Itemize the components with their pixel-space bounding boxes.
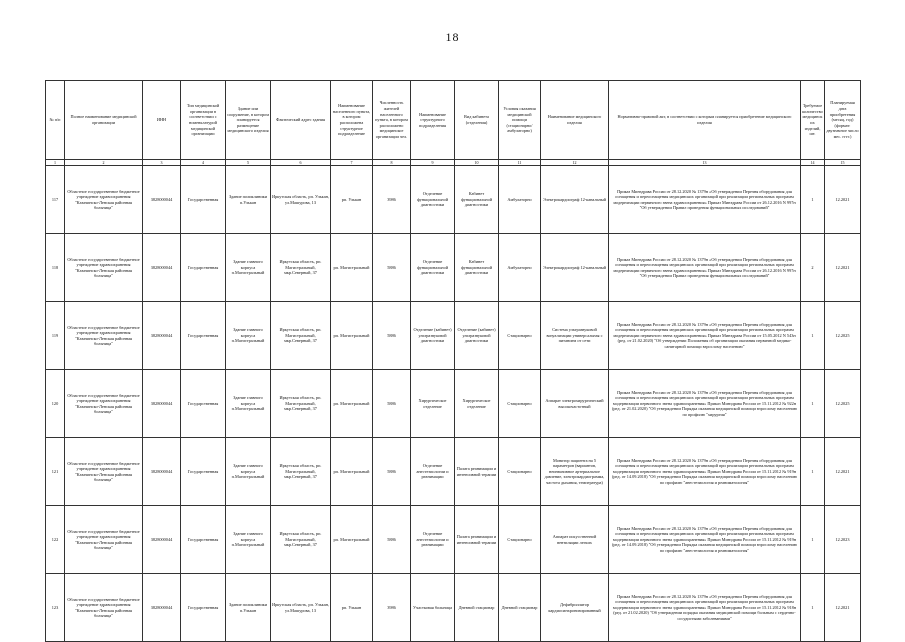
column-number: 15 bbox=[825, 160, 861, 166]
cabinet-cell: Кабинет функциональной диагностики bbox=[455, 166, 499, 234]
population-cell: 5886 bbox=[373, 302, 411, 370]
header-cell: Вид кабинета (отделения) bbox=[455, 81, 499, 160]
header-cell: Требуемое количество медицинских изделий, шт. bbox=[801, 81, 825, 160]
unit-cell: Отделение анестезиологии и реанимации bbox=[411, 506, 455, 574]
settlement-cell: рп. Магистральный bbox=[331, 234, 373, 302]
organization-cell: Областное государственное бюджетное учреждение здравоохранения "Казачинско-Ленская районная больница" bbox=[65, 302, 143, 370]
column-number: 11 bbox=[499, 160, 541, 166]
header-cell: Наименование структурного подразделения bbox=[411, 81, 455, 160]
table-row bbox=[46, 506, 861, 574]
legal-act-cell: Приказ Минздрава России от 28.12.2020 № 1379н «Об утверждении Перечня оборудования для оснащения и переоснащения медицинских организаций при реализации региональных программ модернизации первичного звена здравоохранения» Приказ Минздрава России от 15.11.2012 № 918н (ред. от 21.02.2020) "Об утверждении порядка оказания медицинской помощи больным с сердечно-сосудистыми заболеваниями" bbox=[609, 574, 801, 642]
building-cell: Здание поликлиники п.Улькан bbox=[226, 166, 271, 234]
address-cell: Иркутская область, рп. Улькан, ул.Машурова, 13 bbox=[271, 574, 331, 642]
quantity-cell: 1 bbox=[801, 574, 825, 642]
row-number-cell: 121 bbox=[46, 438, 65, 506]
cabinet-cell: Палата реанимации и интенсивной терапии bbox=[455, 506, 499, 574]
legal-act-cell: Приказ Минздрава России от 28.12.2020 № 1379н «Об утверждении Перечня оборудования для оснащения и переоснащения медицинских организаций при реализации региональных программ модернизации первичного звена здравоохранения» Приказ Минздрава России от 26.12.2016 N 997н "Об утверждении Правил проведения функциональных исследований" bbox=[609, 166, 801, 234]
legal-act-cell: Приказ Минздрава России от 28.12.2020 № 1379н «Об утверждении Перечня оборудования для оснащения и переоснащения медицинских организаций при реализации региональных программ модернизации первичного звена здравоохранения» Приказ Минздрава России от 15.11.2012 № 919н (ред. от 14.09.2018) "Об утверждении Порядка оказания медицинской помощи взрослому населению по профилю "анестезиология и реаниматология" bbox=[609, 438, 801, 506]
column-number: 10 bbox=[455, 160, 499, 166]
quantity-cell: 1 bbox=[801, 302, 825, 370]
row-number-cell: 122 bbox=[46, 506, 65, 574]
organization-cell: Областное государственное бюджетное учреждение здравоохранения "Казачинско-Ленская районная больница" bbox=[65, 166, 143, 234]
conditions-cell: Амбулаторно bbox=[499, 234, 541, 302]
inn-cell: 3828000044 bbox=[143, 506, 181, 574]
address-cell: Иркутская область, рп. Улькан, ул.Машурова, 13 bbox=[271, 166, 331, 234]
quantity-cell: 1 bbox=[801, 506, 825, 574]
cabinet-cell: Дневной стационар bbox=[455, 574, 499, 642]
device-cell: Электрокардиограф 12-канальный bbox=[541, 166, 609, 234]
org-type-cell: Государственная bbox=[181, 302, 226, 370]
building-cell: Здание главного корпуса п.Магистральный bbox=[226, 506, 271, 574]
page-number: 18 bbox=[445, 30, 460, 44]
column-number: 5 bbox=[226, 160, 271, 166]
org-type-cell: Государственная bbox=[181, 234, 226, 302]
header-cell: Наименование медицинского изделия bbox=[541, 81, 609, 160]
building-cell: Здание главного корпуса п.Магистральный bbox=[226, 302, 271, 370]
conditions-cell: Дневной стационар bbox=[499, 574, 541, 642]
legal-act-cell: Приказ Минздрава России от 28.12.2020 № 1379н «Об утверждении Перечня оборудования для оснащения и переоснащения медицинских организаций при реализации региональных программ модернизации первичного звена здравоохранения» Приказ Минздрава России от 15.11.2012 № 919н (ред. от 14.09.2018) "Об утверждении Порядка оказания медицинской помощи взрослому населению по профилю "анестезиология и реаниматология" bbox=[609, 506, 801, 574]
population-cell: 5886 bbox=[373, 506, 411, 574]
address-cell: Иркутская область, рп. Магистральный, мкр.Северный, 37 bbox=[271, 234, 331, 302]
table-row bbox=[46, 166, 861, 234]
unit-cell: Хирургическое отделение bbox=[411, 370, 455, 438]
cabinet-cell: Палата реанимации и интенсивной терапии bbox=[455, 438, 499, 506]
column-number: 13 bbox=[609, 160, 801, 166]
unit-cell: Отделение анестезиологии и реанимации bbox=[411, 438, 455, 506]
organization-cell: Областное государственное бюджетное учреждение здравоохранения "Казачинско-Ленская районная больница" bbox=[65, 438, 143, 506]
address-cell: Иркутская область, рп. Магистральный, мкр.Северный, 37 bbox=[271, 438, 331, 506]
column-number: 3 bbox=[143, 160, 181, 166]
header-cell: Полное наименование медицинской организации bbox=[65, 81, 143, 160]
purchase-date-cell: 12.2025 bbox=[825, 370, 861, 438]
cabinet-cell: Отделение (кабинет) ультразвуковой диагностики bbox=[455, 302, 499, 370]
settlement-cell: рп. Магистральный bbox=[331, 302, 373, 370]
org-type-cell: Государственная bbox=[181, 506, 226, 574]
organization-cell: Областное государственное бюджетное учреждение здравоохранения "Казачинско-Ленская районная больница" bbox=[65, 574, 143, 642]
column-number: 9 bbox=[411, 160, 455, 166]
device-cell: Аппарат искусственной вентиляции легких bbox=[541, 506, 609, 574]
conditions-cell: Стационарно bbox=[499, 302, 541, 370]
column-number: 2 bbox=[65, 160, 143, 166]
purchase-date-cell: 12.2025 bbox=[825, 302, 861, 370]
quantity-cell: 1 bbox=[801, 370, 825, 438]
address-cell: Иркутская область, рп. Магистральный, мкр.Северный, 37 bbox=[271, 370, 331, 438]
header-cell: Нормативно-правовой акт, в соответствии с которым планируется приобретение медицинского изделия bbox=[609, 81, 801, 160]
quantity-cell: 1 bbox=[801, 438, 825, 506]
header-cell: № п/п bbox=[46, 81, 65, 160]
table-row bbox=[46, 302, 861, 370]
row-number-cell: 118 bbox=[46, 234, 65, 302]
cabinet-cell: Хирургическое отделение bbox=[455, 370, 499, 438]
conditions-cell: Стационарно bbox=[499, 506, 541, 574]
conditions-cell: Стационарно bbox=[499, 438, 541, 506]
settlement-cell: рп. Магистральный bbox=[331, 506, 373, 574]
column-number: 6 bbox=[271, 160, 331, 166]
building-cell: Здание поликлиники п.Улькан bbox=[226, 574, 271, 642]
organization-cell: Областное государственное бюджетное учреждение здравоохранения "Казачинско-Ленская районная больница" bbox=[65, 234, 143, 302]
table-row bbox=[46, 438, 861, 506]
organization-cell: Областное государственное бюджетное учреждение здравоохранения "Казачинско-Ленская районная больница" bbox=[65, 370, 143, 438]
population-cell: 5886 bbox=[373, 370, 411, 438]
row-number-cell: 120 bbox=[46, 370, 65, 438]
org-type-cell: Государственная bbox=[181, 438, 226, 506]
header-cell: Численность жителей населенного пункта, в котором расположено медицинское организации чел. bbox=[373, 81, 411, 160]
conditions-cell: Стационарно bbox=[499, 370, 541, 438]
org-type-cell: Государственная bbox=[181, 370, 226, 438]
column-number: 14 bbox=[801, 160, 825, 166]
settlement-cell: рп. Магистральный bbox=[331, 438, 373, 506]
device-cell: Аппарат электрохирургический высокочастотный bbox=[541, 370, 609, 438]
equipment-register-table bbox=[45, 80, 861, 642]
header-cell: ИНН bbox=[143, 81, 181, 160]
unit-cell: Отделение (кабинет) ультразвуковой диагностики bbox=[411, 302, 455, 370]
device-cell: Электрокардиограф 12-канальный bbox=[541, 234, 609, 302]
legal-act-cell: Приказ Минздрава России от 28.12.2020 № 1379н «Об утверждении Перечня оборудования для оснащения и переоснащения медицинских организаций при реализации региональных программ модернизации первичного звена здравоохранения» Приказ Минздрава России от 15.11.2012 № 922н (ред. от 21.02.2020) "Об утверждении Порядка оказания медицинской помощи взрослому населению по профилю "хирургия" bbox=[609, 370, 801, 438]
quantity-cell: 2 bbox=[801, 234, 825, 302]
header-cell: Наименование населенного пункта, в котором расположена структурное подразделение bbox=[331, 81, 373, 160]
inn-cell: 3828000044 bbox=[143, 166, 181, 234]
settlement-cell: рп. Улькан bbox=[331, 166, 373, 234]
building-cell: Здание главного корпуса п.Магистральный bbox=[226, 370, 271, 438]
address-cell: Иркутская область, рп. Магистральный, мкр.Северный, 37 bbox=[271, 506, 331, 574]
table-row bbox=[46, 574, 861, 642]
purchase-date-cell: 12.2021 bbox=[825, 234, 861, 302]
row-number-cell: 123 bbox=[46, 574, 65, 642]
column-number: 7 bbox=[331, 160, 373, 166]
table-row bbox=[46, 370, 861, 438]
table-row bbox=[46, 234, 861, 302]
cabinet-cell: Кабинет функциональной диагностики bbox=[455, 234, 499, 302]
population-cell: 5886 bbox=[373, 438, 411, 506]
device-cell: Монитор пациента на 5 параметров (вариантов, неинвазивное артериальное давление, электрокардиограмма, частота дыхания, температура) bbox=[541, 438, 609, 506]
conditions-cell: Амбулаторно bbox=[499, 166, 541, 234]
address-cell: Иркутская область, рп. Магистральный, мкр.Северный, 37 bbox=[271, 302, 331, 370]
header-cell: Фактический адрес здания bbox=[271, 81, 331, 160]
legal-act-cell: Приказ Минздрава России от 28.12.2020 № 1379н «Об утверждении Перечня оборудования для оснащения и переоснащения медицинских организаций при реализации региональных программ модернизации первичного звена здравоохранения» Приказ Минздрава России от 15.05.2012 N 543н (ред. от 21.02.2020) "Об утверждении Положения об организации оказания первичной медико-санитарной помощи взрослому населению" bbox=[609, 302, 801, 370]
purchase-date-cell: 12.2023 bbox=[825, 506, 861, 574]
building-cell: Здание главного корпуса п.Магистральный bbox=[226, 234, 271, 302]
header-cell: Здание или сооружение, в котором планируется размещение медицинского изделия bbox=[226, 81, 271, 160]
unit-cell: Отделение функциональной диагностики bbox=[411, 234, 455, 302]
column-number: 1 bbox=[46, 160, 65, 166]
inn-cell: 3828000044 bbox=[143, 574, 181, 642]
population-cell: 3986 bbox=[373, 574, 411, 642]
column-number: 4 bbox=[181, 160, 226, 166]
inn-cell: 3828000044 bbox=[143, 438, 181, 506]
population-cell: 5886 bbox=[373, 234, 411, 302]
device-cell: Дефибриллятор кардиосинхронизированный bbox=[541, 574, 609, 642]
settlement-cell: рп. Улькан bbox=[331, 574, 373, 642]
inn-cell: 3828000044 bbox=[143, 370, 181, 438]
unit-cell: Участковая больница bbox=[411, 574, 455, 642]
table-body bbox=[46, 166, 861, 642]
settlement-cell: рп. Магистральный bbox=[331, 370, 373, 438]
device-cell: Система ультразвуковой визуализации универсальная с питанием от сети bbox=[541, 302, 609, 370]
org-type-cell: Государственная bbox=[181, 574, 226, 642]
row-number-cell: 119 bbox=[46, 302, 65, 370]
organization-cell: Областное государственное бюджетное учреждение здравоохранения "Казачинско-Ленская районная больница" bbox=[65, 506, 143, 574]
header-cell: Планируемая дата приобретения (месяц, год) (формат: двузначное число мес. гггг.) bbox=[825, 81, 861, 160]
building-cell: Здание главного корпуса п.Магистральный bbox=[226, 438, 271, 506]
column-number: 12 bbox=[541, 160, 609, 166]
header-cell: Тип медицинской организации в соответствии с номенклатурой медицинской организации bbox=[181, 81, 226, 160]
inn-cell: 3828000044 bbox=[143, 302, 181, 370]
row-number-cell: 117 bbox=[46, 166, 65, 234]
purchase-date-cell: 12.2021 bbox=[825, 574, 861, 642]
population-cell: 3986 bbox=[373, 166, 411, 234]
header-cell: Условия оказания медицинской помощи (стационарно/амбулаторно) bbox=[499, 81, 541, 160]
legal-act-cell: Приказ Минздрава России от 28.12.2020 № 1379н «Об утверждении Перечня оборудования для оснащения и переоснащения медицинских организаций при реализации региональных программ модернизации первичного звена здравоохранения» Приказ Минздрава России от 26.12.2016 N 997н "Об утверждении Правил проведения функциональных исследований" bbox=[609, 234, 801, 302]
purchase-date-cell: 12.2021 bbox=[825, 166, 861, 234]
org-type-cell: Государственная bbox=[181, 166, 226, 234]
inn-cell: 3828000044 bbox=[143, 234, 181, 302]
quantity-cell: 1 bbox=[801, 166, 825, 234]
table-header-row bbox=[46, 81, 861, 160]
unit-cell: Отделение функциональной диагностики bbox=[411, 166, 455, 234]
purchase-date-cell: 12.2021 bbox=[825, 438, 861, 506]
column-number: 8 bbox=[373, 160, 411, 166]
